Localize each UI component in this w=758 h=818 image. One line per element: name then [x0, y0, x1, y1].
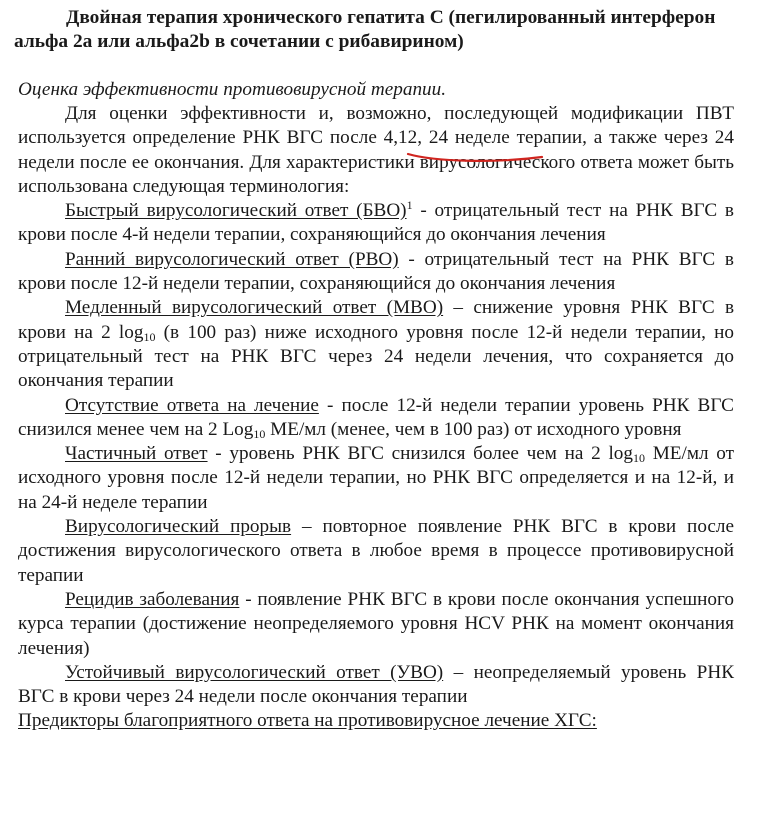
document-body [18, 102, 734, 734]
term-rvo: Ранний вирусологический ответ (РВО) [65, 248, 399, 270]
definition-bvo [18, 199, 734, 248]
definition-mvo [18, 296, 734, 393]
log-subscript: 10 [253, 426, 266, 441]
footnote-marker: 1 [406, 198, 413, 213]
definition-text: МЕ/мл (менее, чем в 100 раз) от исходного уровня [265, 418, 682, 440]
definition-text: (в 100 раз) ниже исходного уровня после 12-й недели терапии, но отрицательный тест на РНК ВГС через 24 недели лечения, что сохраняется до окончания терапии [18, 321, 735, 392]
predictors-heading-text: Предикторы благоприятного ответа на противовирусное лечение ХГС: [18, 710, 597, 732]
definition-text: - отрицательный тест на РНК ВГС в крови после 4-й недели терапии, сохраняющийся до окончания лечения [18, 200, 734, 246]
term-partial-response: Частичный ответ [65, 443, 208, 465]
definition-text: - после 12-й недели терапии уровень РНК ВГС снизился менее чем на 2 Log [18, 394, 734, 440]
predictors-heading [18, 709, 734, 733]
definition-partial-response [18, 442, 734, 515]
definition-text: - появление РНК ВГС в крови после окончания успешного курса терапии (достижение неопределяемого уровня HCV РНК на момент окончания лечения) [18, 588, 734, 659]
term-no-response: Отсутствие ответа на лечение [65, 394, 319, 416]
term-mvo: Медленный вирусологический ответ (МВО) [65, 297, 444, 319]
red-pen-underline [406, 150, 544, 164]
log-subscript: 10 [632, 451, 645, 466]
definition-breakthrough [18, 515, 734, 588]
definition-svr [18, 661, 734, 710]
definition-rvo [18, 248, 734, 297]
intro-text-before: Для оценки эффективности и, возможно, последующей модификации ПВТ используется определение РНК ВГС после [18, 103, 734, 149]
intro-paragraph [18, 102, 734, 199]
definition-no-response [18, 394, 734, 443]
section-subtitle: Оценка эффективности противовирусной терапии. [18, 79, 447, 100]
definition-text: - отрицательный тест на РНК ВГС в крови после 12-й недели терапии, сохраняющийся до окончания лечения [18, 248, 734, 295]
term-relapse: Рецидив заболевания [65, 588, 240, 610]
red-pen-stroke [408, 154, 542, 161]
highlighted-weeks: 4,12, 24 неделе [383, 127, 510, 149]
term-bvo: Быстрый вирусологический ответ (БВО) [65, 200, 407, 222]
definition-text: – неопределяемый уровень РНК ВГС в крови через 24 недели после окончания терапии [18, 661, 734, 708]
definition-text: - уровень РНК ВГС снизился более чем на 2 log [207, 443, 633, 465]
document-title: Двойная терапия хронического гепатита С (пегилированный интерферон альфа 2а или альфа2b в сочетании с рибавирином) [14, 7, 716, 52]
intro-text-after: терапии, а также через 24 недели после ее окончания. Для характеристики вирусологического ответа может быть использована следующая терминология: [18, 127, 734, 197]
definition-relapse [18, 588, 734, 661]
term-svr: Устойчивый вирусологический ответ (УВО) [65, 661, 444, 683]
definition-text: – снижение уровня РНК ВГС в крови на 2 log [18, 297, 735, 343]
log-subscript: 10 [143, 329, 156, 344]
term-breakthrough: Вирусологический прорыв [65, 516, 292, 538]
definition-text: МЕ/мл от исходного уровня после 12-й недели терапии, но РНК ВГС определяется и на 12-й, и на 24-й неделе терапии [18, 443, 734, 513]
definition-text: – повторное появление РНК ВГС в крови после достижения вирусологического ответа в любое время в процессе противовирусной терапии [18, 516, 734, 586]
